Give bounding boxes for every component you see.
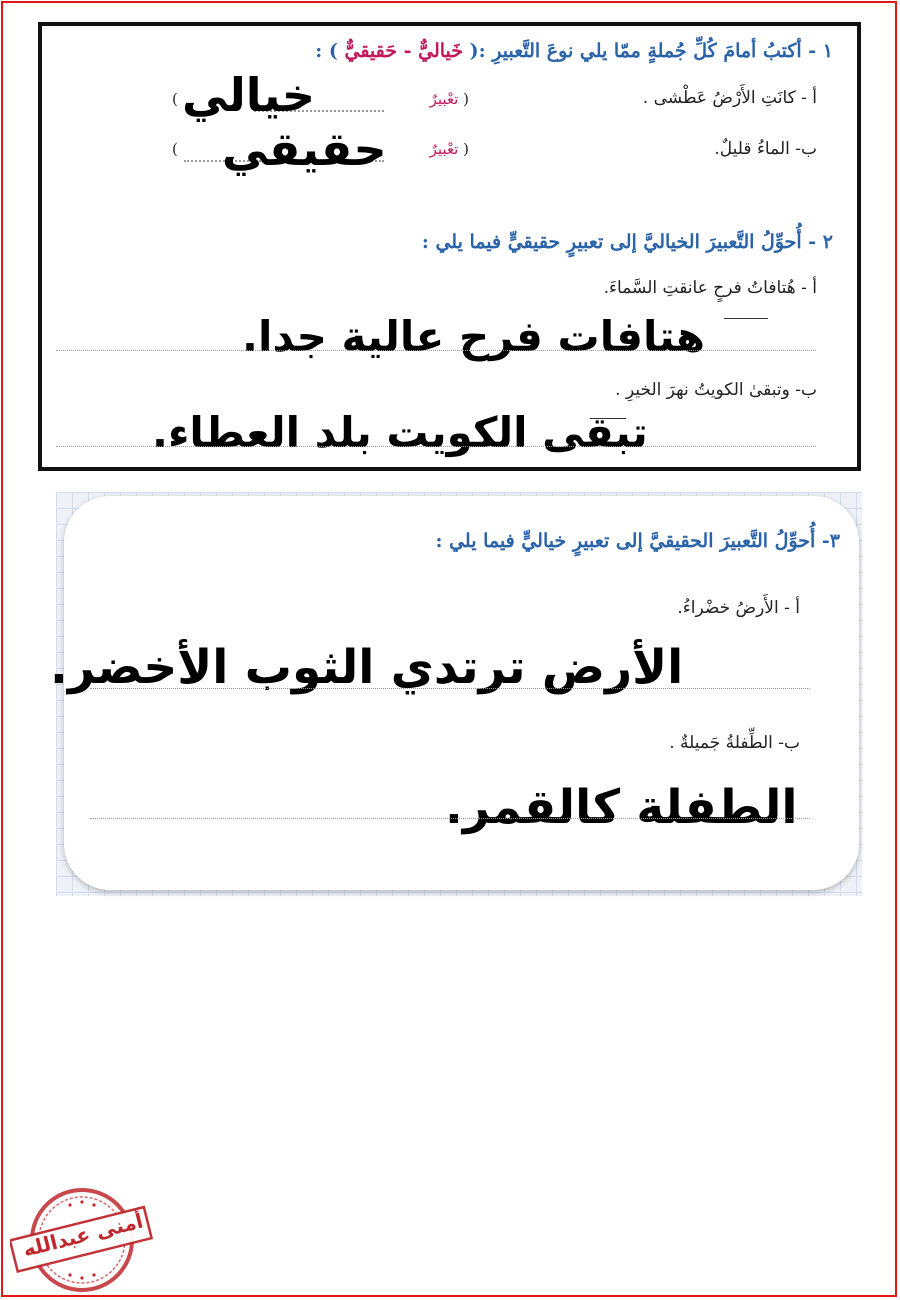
- q2-answer-b: تبقى الكويت بلد العطاء.: [152, 408, 648, 457]
- tag-word: تعْبيرٌ: [429, 90, 459, 108]
- q3-answer-b: الطفلة كالقمر.: [445, 780, 798, 835]
- q1-item-b: ب- الماءُ قليلٌ.: [714, 139, 817, 159]
- q2-line-b: [56, 446, 816, 447]
- tag-close-paren: ): [172, 140, 178, 158]
- question-1-suffix: ) :: [315, 40, 338, 62]
- q1-answer-a: خيالي: [182, 68, 316, 122]
- tag-open-paren: (: [463, 90, 469, 108]
- question-1-options: خَياليٌّ - حَقيقيٌّ: [344, 40, 464, 62]
- q3-item-b: ب- الطِّفلةُ جَميلةٌ .: [669, 733, 800, 753]
- q2-item-a-underline: [724, 318, 768, 319]
- author-stamp: [10, 1185, 160, 1295]
- question-2: ٢ - أُحوِّلُ التَّعبيرَ الخياليَّ إلى تعبيرٍ حقيقيٍّ فيما يلي :: [421, 231, 833, 253]
- q3-item-a: أ - الأَرضُ خضْراءُ.: [677, 598, 800, 618]
- q3-line-a: [90, 688, 810, 689]
- q3-line-b: [90, 818, 810, 819]
- question-3: ٣- أُحوِّلُ التَّعبيرَ الحقيقيَّ إلى تعبيرٍ خياليٍّ فيما يلي :: [435, 530, 840, 552]
- question-1: [315, 40, 833, 62]
- q2-item-b: ب- وتبقىٰ الكويتُ نهرَ الخيرِ .: [615, 380, 817, 400]
- question-1-prefix: ١ - أكتبُ أمامَ كُلِّ جُملةٍ ممّا يلي نوعَ التَّعبيرِ :(: [469, 40, 833, 62]
- q1-tag-b: [430, 140, 469, 158]
- tag-word: تعْبيرٌ: [429, 140, 459, 158]
- q1-tag-a: [430, 90, 469, 108]
- q1-item-a: أ - كانَتِ الأَرْضُ عَطْشى .: [642, 88, 817, 108]
- tag-close-paren: ): [172, 90, 178, 108]
- q2-item-a: أ - هُتافاتُ فرحٍ عانقتِ السَّماءَ.: [603, 278, 817, 298]
- stamp-label: أمنى عبدالله: [20, 1208, 146, 1262]
- tag-open-paren: (: [463, 140, 469, 158]
- q1-answer-b: حقيقي: [222, 122, 387, 176]
- q2-answer-a: هتافات فرح عالية جدا.: [242, 312, 706, 361]
- worksheet-panel-1: [38, 22, 861, 471]
- q3-answer-a: الأرض ترتدي الثوب الأخضر.: [50, 640, 684, 695]
- q2-line-a: [56, 350, 816, 351]
